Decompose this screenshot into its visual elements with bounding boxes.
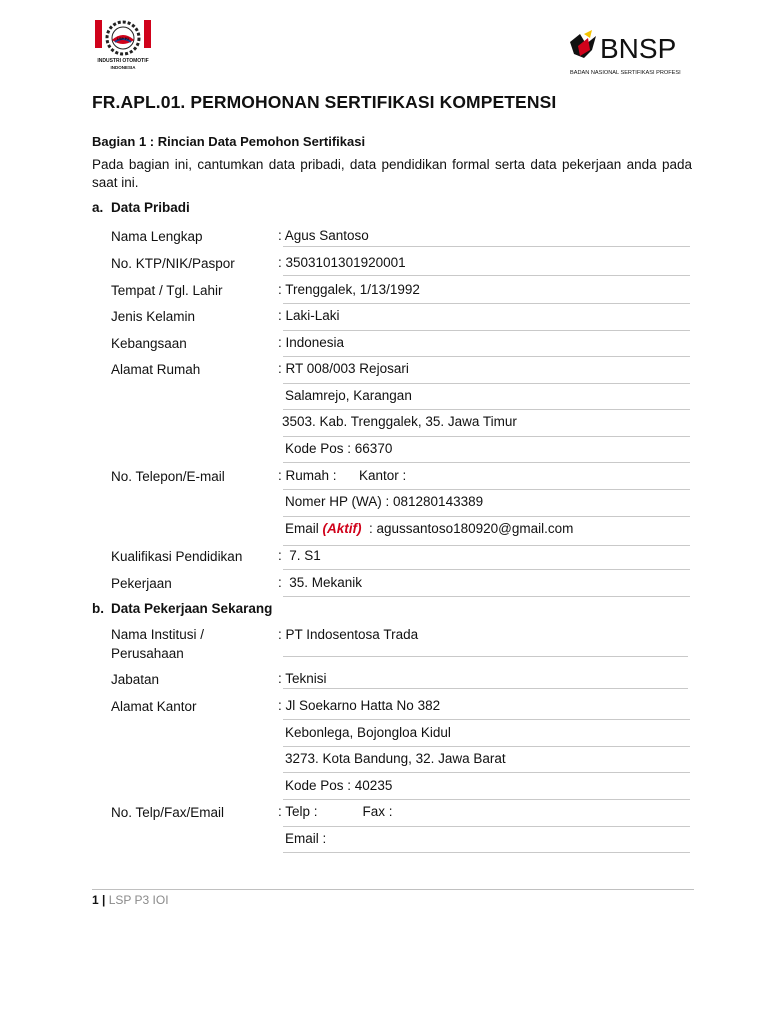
email-value: : agussantoso180920@gmail.com (361, 521, 574, 536)
email-aktif-tag: (Aktif) (322, 521, 362, 536)
jabatan-label: Jabatan (111, 672, 160, 687)
field-rule (283, 383, 690, 384)
work-email-value: Email : (285, 831, 327, 846)
field-rule (283, 275, 690, 276)
footer-rule (92, 889, 694, 890)
field-rule (283, 246, 690, 247)
alamat-kantor-line-1: : Jl Soekarno Hatta No 382 (278, 698, 441, 713)
logo-text-0: LSP P3 (117, 37, 129, 41)
subsection-personal (92, 200, 190, 215)
page-number: 1 (92, 893, 99, 907)
bnsp-logo (566, 28, 698, 80)
alamat-rumah-postal: Kode Pos : 66370 (285, 441, 393, 456)
telepon-label: No. Telepon/E-mail (111, 469, 225, 484)
kebangsaan-value: : Indonesia (278, 335, 345, 350)
alamat-rumah-line-3: 3503. Kab. Trenggalek, 35. Jawa Timur (282, 414, 517, 429)
institusi-label-line-1: Nama Institusi / (111, 627, 205, 642)
alamat-rumah-line-2: Salamrejo, Karangan (285, 388, 412, 403)
field-rule (283, 719, 690, 720)
page-footer (92, 893, 169, 907)
institusi-label-line-2: Perusahaan (111, 646, 184, 661)
section-heading: Bagian 1 : Rincian Data Pemohon Sertifikasi (92, 134, 366, 149)
field-rule (283, 852, 690, 853)
subsection-heading: Data Pribadi (111, 200, 190, 215)
jabatan-value: : Teknisi (278, 671, 327, 686)
field-rule (283, 746, 690, 747)
field-rule (283, 596, 690, 597)
telp-fax-value: : Telp : Fax : (278, 804, 393, 819)
telepon-rumah-kantor: : Rumah : Kantor : (278, 468, 407, 483)
kualifikasi-label: Kualifikasi Pendidikan (111, 549, 243, 564)
field-rule (283, 569, 690, 570)
logo-text-2: INDONESIA (110, 65, 136, 70)
field-rule (283, 826, 690, 827)
ktp-value: : 3503101301920001 (278, 255, 406, 270)
logo-text-1: INDUSTRI OTOMOTIF (97, 58, 149, 64)
alamat-kantor-line-2: Kebonlega, Bojongloa Kidul (285, 725, 451, 740)
field-rule (283, 436, 690, 437)
jenis-kelamin-value: : Laki-Laki (278, 308, 340, 323)
jenis-kelamin-label: Jenis Kelamin (111, 309, 196, 324)
alamat-kantor-postal: Kode Pos : 40235 (285, 778, 393, 793)
alamat-rumah-label: Alamat Rumah (111, 362, 201, 377)
field-rule (283, 356, 690, 357)
subsection-heading: Data Pekerjaan Sekarang (111, 601, 273, 616)
document-title: FR.APL.01. PERMOHONAN SERTIFIKASI KOMPETENSI (92, 92, 557, 112)
ttl-label: Tempat / Tgl. Lahir (111, 283, 223, 298)
lsp-p3-ioi-logo (93, 18, 153, 74)
nomor-hp: Nomer HP (WA) : 081280143389 (285, 494, 484, 509)
footer-separator: | (102, 893, 106, 907)
kebangsaan-label: Kebangsaan (111, 336, 187, 351)
alamat-kantor-label: Alamat Kantor (111, 699, 197, 714)
email-line (285, 521, 573, 536)
nama-label: Nama Lengkap (111, 229, 203, 244)
section-intro: Pada bagian ini, cantumkan data pribadi, data pendidikan formal serta data pekerjaan anda pada saat ini. (92, 157, 692, 190)
field-rule (283, 489, 690, 490)
field-rule (283, 409, 690, 410)
telp-fax-email-label: No. Telp/Fax/Email (111, 805, 225, 820)
field-rule (283, 656, 688, 657)
bnsp-tagline: BADAN NASIONAL SERTIFIKASI PROFESI (570, 70, 681, 76)
pekerjaan-value: : 35. Mekanik (278, 575, 363, 590)
pekerjaan-label: Pekerjaan (111, 576, 172, 591)
email-prefix: Email (285, 521, 323, 536)
kualifikasi-value: : 7. S1 (278, 548, 321, 563)
subsection-letter: a. (92, 200, 104, 215)
footer-org: LSP P3 IOI (108, 893, 169, 907)
field-rule (283, 799, 690, 800)
subsection-work (92, 601, 272, 616)
field-rule (283, 545, 690, 546)
ttl-value: : Trenggalek, 1/13/1992 (278, 282, 420, 297)
alamat-kantor-line-3: 3273. Kota Bandung, 32. Jawa Barat (285, 751, 506, 766)
subsection-letter: b. (92, 601, 104, 616)
field-rule (283, 462, 690, 463)
institusi-value: : PT Indosentosa Trada (278, 627, 419, 642)
field-rule (283, 772, 690, 773)
bnsp-name: BNSP (600, 33, 677, 64)
field-rule (283, 330, 690, 331)
nama-value: : Agus Santoso (278, 228, 369, 243)
alamat-rumah-line-1: : RT 008/003 Rejosari (278, 361, 409, 376)
field-rule (283, 303, 690, 304)
field-rule (283, 688, 688, 689)
field-rule (283, 516, 690, 517)
ktp-label: No. KTP/NIK/Paspor (111, 256, 235, 271)
